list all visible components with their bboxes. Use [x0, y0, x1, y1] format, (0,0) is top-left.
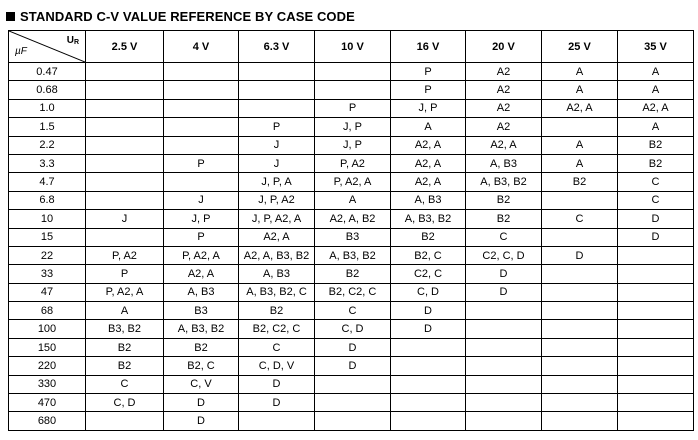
case-code-cell: C, D — [391, 283, 466, 301]
table-row — [9, 265, 694, 283]
capacitance-cell: 150 — [9, 338, 86, 356]
table-row — [9, 228, 694, 246]
table-row — [9, 357, 694, 375]
case-code-cell — [391, 357, 466, 375]
case-code-cell: J, P — [391, 99, 466, 117]
cv-reference-table — [8, 30, 694, 431]
capacitance-cell: 6.8 — [9, 191, 86, 209]
capacitance-cell: 3.3 — [9, 154, 86, 172]
table-row — [9, 118, 694, 136]
case-code-cell — [315, 394, 391, 412]
case-code-cell: B2 — [86, 338, 164, 356]
case-code-cell: A — [542, 63, 618, 81]
case-code-cell — [618, 412, 694, 430]
case-code-cell: D — [618, 210, 694, 228]
case-code-cell: A2, A — [466, 136, 542, 154]
case-code-cell — [391, 412, 466, 430]
table-row — [9, 173, 694, 191]
case-code-cell: A, B3 — [391, 191, 466, 209]
case-code-cell: B2 — [618, 154, 694, 172]
case-code-cell: D — [164, 394, 239, 412]
case-code-cell: D — [466, 283, 542, 301]
case-code-cell: J, P — [315, 118, 391, 136]
case-code-cell: D — [391, 320, 466, 338]
case-code-cell — [315, 412, 391, 430]
case-code-cell: B2 — [466, 191, 542, 209]
case-code-cell: P — [391, 81, 466, 99]
case-code-cell — [618, 394, 694, 412]
case-code-cell — [542, 283, 618, 301]
case-code-cell: B2 — [542, 173, 618, 191]
case-code-cell — [542, 228, 618, 246]
voltage-header: 20 V — [466, 31, 542, 63]
case-code-cell — [618, 338, 694, 356]
case-code-cell: P — [239, 118, 315, 136]
case-code-cell: P — [164, 228, 239, 246]
section-title-text: STANDARD C-V VALUE REFERENCE BY CASE CODE — [20, 8, 355, 24]
table-row — [9, 283, 694, 301]
case-code-cell: A2, A — [542, 99, 618, 117]
capacitance-cell: 470 — [9, 394, 86, 412]
voltage-header: 25 V — [542, 31, 618, 63]
case-code-cell: A — [86, 302, 164, 320]
case-code-cell: A — [618, 81, 694, 99]
case-code-cell — [239, 412, 315, 430]
case-code-cell: B2, C — [164, 357, 239, 375]
case-code-cell — [315, 375, 391, 393]
case-code-cell: P — [86, 265, 164, 283]
case-code-cell: A2, A — [391, 136, 466, 154]
case-code-cell — [86, 99, 164, 117]
case-code-cell: B2 — [618, 136, 694, 154]
case-code-cell: J, P, A2, A — [239, 210, 315, 228]
table-row — [9, 338, 694, 356]
case-code-cell — [164, 63, 239, 81]
case-code-cell — [466, 394, 542, 412]
capacitance-cell: 2.2 — [9, 136, 86, 154]
case-code-cell: D — [164, 412, 239, 430]
table-row — [9, 412, 694, 430]
case-code-cell: A, B3, B2, C — [239, 283, 315, 301]
capacitance-cell: 4.7 — [9, 173, 86, 191]
case-code-cell — [618, 320, 694, 338]
capacitance-cell: 330 — [9, 375, 86, 393]
table-row — [9, 136, 694, 154]
case-code-cell — [391, 375, 466, 393]
capacitance-cell: 10 — [9, 210, 86, 228]
case-code-cell: P, A2, A — [164, 246, 239, 264]
case-code-cell — [466, 320, 542, 338]
case-code-cell: D — [315, 357, 391, 375]
case-code-cell — [86, 154, 164, 172]
capacitance-cell: 680 — [9, 412, 86, 430]
voltage-header: 10 V — [315, 31, 391, 63]
case-code-cell — [86, 81, 164, 99]
case-code-cell: C2, C — [391, 265, 466, 283]
capacitance-cell: 1.0 — [9, 99, 86, 117]
case-code-cell — [164, 99, 239, 117]
case-code-cell — [315, 63, 391, 81]
case-code-cell: B2 — [86, 357, 164, 375]
table-row — [9, 81, 694, 99]
capacitance-cell: 22 — [9, 246, 86, 264]
case-code-cell: A, B3 — [164, 283, 239, 301]
table-row — [9, 246, 694, 264]
case-code-cell — [239, 63, 315, 81]
table-row — [9, 191, 694, 209]
case-code-cell: A2 — [466, 118, 542, 136]
case-code-cell: B2, C2, C — [315, 283, 391, 301]
case-code-cell: B2, C2, C — [239, 320, 315, 338]
case-code-cell: A — [391, 118, 466, 136]
case-code-cell — [86, 118, 164, 136]
case-code-cell: A — [542, 81, 618, 99]
case-code-cell: P, A2, A — [315, 173, 391, 191]
capacitance-cell: 15 — [9, 228, 86, 246]
case-code-cell: P, A2 — [315, 154, 391, 172]
capacitance-cell: 1.5 — [9, 118, 86, 136]
case-code-cell — [542, 394, 618, 412]
case-code-cell — [164, 173, 239, 191]
table-row — [9, 394, 694, 412]
voltage-header: 16 V — [391, 31, 466, 63]
case-code-cell: J, P — [164, 210, 239, 228]
case-code-cell: B3 — [164, 302, 239, 320]
case-code-cell — [86, 228, 164, 246]
capacitance-cell: 100 — [9, 320, 86, 338]
case-code-cell: C, V — [164, 375, 239, 393]
case-code-cell — [618, 302, 694, 320]
capacitance-cell: 68 — [9, 302, 86, 320]
capacitance-cell: 33 — [9, 265, 86, 283]
case-code-cell: D — [315, 338, 391, 356]
case-code-cell: J, P, A2 — [239, 191, 315, 209]
case-code-cell: B2 — [466, 210, 542, 228]
case-code-cell: A2, A — [391, 173, 466, 191]
corner-header-cell — [9, 31, 86, 63]
voltage-header: 4 V — [164, 31, 239, 63]
case-code-cell: P — [391, 63, 466, 81]
case-code-cell: C — [618, 191, 694, 209]
case-code-cell: J — [164, 191, 239, 209]
case-code-cell: A2 — [466, 99, 542, 117]
case-code-cell: B3 — [315, 228, 391, 246]
case-code-cell: C, D — [86, 394, 164, 412]
case-code-cell — [86, 136, 164, 154]
table-row — [9, 210, 694, 228]
case-code-cell: A2, A — [391, 154, 466, 172]
case-code-cell — [542, 118, 618, 136]
case-code-cell — [466, 375, 542, 393]
case-code-cell: C, D — [315, 320, 391, 338]
case-code-cell: B2 — [315, 265, 391, 283]
capacitance-cell: 0.47 — [9, 63, 86, 81]
case-code-cell: D — [239, 394, 315, 412]
case-code-cell: P, A2 — [86, 246, 164, 264]
case-code-cell — [86, 173, 164, 191]
case-code-cell: J — [239, 136, 315, 154]
case-code-cell: A, B3, B2 — [315, 246, 391, 264]
table-row — [9, 99, 694, 117]
case-code-cell: A2 — [466, 81, 542, 99]
case-code-cell: P, A2, A — [86, 283, 164, 301]
case-code-cell — [239, 99, 315, 117]
case-code-cell: A — [618, 63, 694, 81]
capacitance-unit-label: µF — [15, 46, 27, 57]
case-code-cell: B3, B2 — [86, 320, 164, 338]
case-code-cell: P — [164, 154, 239, 172]
case-code-cell: A, B3 — [466, 154, 542, 172]
case-code-cell — [391, 338, 466, 356]
case-code-cell: D — [466, 265, 542, 283]
case-code-cell: A — [618, 118, 694, 136]
case-code-cell: D — [618, 228, 694, 246]
case-code-cell: A, B3, B2 — [466, 173, 542, 191]
header-row — [9, 31, 694, 63]
case-code-cell — [542, 338, 618, 356]
table-row — [9, 63, 694, 81]
case-code-cell: B2 — [239, 302, 315, 320]
case-code-cell — [86, 63, 164, 81]
case-code-cell — [315, 81, 391, 99]
case-code-cell: A2, A, B2 — [315, 210, 391, 228]
table-row — [9, 302, 694, 320]
table-body — [9, 63, 694, 431]
case-code-cell — [542, 302, 618, 320]
case-code-cell: D — [239, 375, 315, 393]
case-code-cell — [542, 320, 618, 338]
voltage-header: 35 V — [618, 31, 694, 63]
case-code-cell: C — [618, 173, 694, 191]
case-code-cell: B2 — [164, 338, 239, 356]
case-code-cell: A2, A, B3, B2 — [239, 246, 315, 264]
capacitance-cell: 47 — [9, 283, 86, 301]
case-code-cell: C — [315, 302, 391, 320]
case-code-cell: A2, A — [164, 265, 239, 283]
voltage-header: 2.5 V — [86, 31, 164, 63]
case-code-cell — [542, 412, 618, 430]
case-code-cell — [542, 357, 618, 375]
case-code-cell — [542, 265, 618, 283]
case-code-cell — [542, 191, 618, 209]
case-code-cell: A2 — [466, 63, 542, 81]
case-code-cell — [466, 357, 542, 375]
voltage-header: 6.3 V — [239, 31, 315, 63]
case-code-cell: C, D, V — [239, 357, 315, 375]
case-code-cell — [86, 412, 164, 430]
case-code-cell: C — [239, 338, 315, 356]
case-code-cell — [86, 191, 164, 209]
case-code-cell — [618, 375, 694, 393]
case-code-cell — [164, 81, 239, 99]
table-row — [9, 154, 694, 172]
case-code-cell: A, B3, B2 — [164, 320, 239, 338]
square-bullet-icon — [6, 12, 15, 21]
case-code-cell — [618, 283, 694, 301]
case-code-cell — [239, 81, 315, 99]
case-code-cell: A2, A — [618, 99, 694, 117]
case-code-cell: C — [466, 228, 542, 246]
case-code-cell — [164, 136, 239, 154]
case-code-cell: A — [542, 154, 618, 172]
case-code-cell: J, P, A — [239, 173, 315, 191]
capacitance-cell: 0.68 — [9, 81, 86, 99]
case-code-cell — [618, 246, 694, 264]
case-code-cell: A2, A — [239, 228, 315, 246]
case-code-cell: J, P — [315, 136, 391, 154]
case-code-cell: A — [315, 191, 391, 209]
case-code-cell — [466, 302, 542, 320]
case-code-cell: B2, C — [391, 246, 466, 264]
case-code-cell: A, B3, B2 — [391, 210, 466, 228]
rated-voltage-label: $U_R$ — [66, 35, 79, 46]
case-code-cell — [466, 412, 542, 430]
case-code-cell: D — [391, 302, 466, 320]
section-title — [6, 6, 355, 26]
case-code-cell: P — [315, 99, 391, 117]
case-code-cell — [618, 265, 694, 283]
case-code-cell — [466, 338, 542, 356]
case-code-cell: J — [86, 210, 164, 228]
case-code-cell: D — [542, 246, 618, 264]
table-row — [9, 375, 694, 393]
case-code-cell: B2 — [391, 228, 466, 246]
case-code-cell — [618, 357, 694, 375]
case-code-cell: C2, C, D — [466, 246, 542, 264]
case-code-cell — [542, 375, 618, 393]
case-code-cell: A — [542, 136, 618, 154]
case-code-cell — [391, 394, 466, 412]
capacitance-cell: 220 — [9, 357, 86, 375]
case-code-cell: A, B3 — [239, 265, 315, 283]
table-row — [9, 320, 694, 338]
case-code-cell — [164, 118, 239, 136]
case-code-cell: J — [239, 154, 315, 172]
case-code-cell: C — [86, 375, 164, 393]
case-code-cell: C — [542, 210, 618, 228]
